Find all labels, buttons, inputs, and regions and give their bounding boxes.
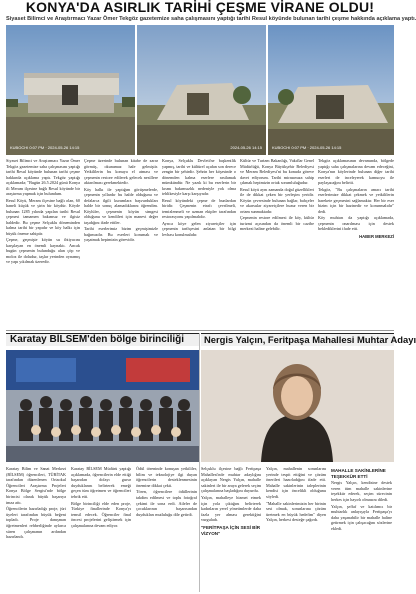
photo-stamp: KUBOCHI 0:07 PM · 2024-05-26 14:15 bbox=[272, 145, 342, 150]
fountain-photo-2 bbox=[137, 25, 266, 155]
paragraph: Bölge birinciliği elde eden proje, Türkiye finallerinde Konya'yı temsil edecek. Öğrenciler final öncesi projelerini geliştirmek için çalışmalarına devam ediyor. bbox=[71, 500, 131, 528]
photo-stamp: KUBOCHI 0:07 PM · 2024-05-26 14:15 bbox=[10, 145, 80, 150]
paragraph: Kültür ve Turizm Bakanlığı, Vakıflar Genel Müdürlüğü, Konya Büyükşehir Belediyesi ve Meram Belediyesi'ni bu konuda göreve davet ediyorum. Tarihi mirasımıza sahip çıkmak hepimizin ortak sorumluluğudur. bbox=[240, 158, 314, 185]
paragraph: Öğrencilerin hazırladığı proje, jüri üyeleri tarafından büyük beğeni topladı. Proje danışman öğretmenleri rehberliğinde aylarca süren çalışmanın ardından hazırlandı. bbox=[6, 506, 66, 540]
paragraph: Karatay BİLSEM Müdürü yaptığı açıklamada, öğrencilerin elde ettiği başarıdan dolayı gurur duyduklarını belirterek emeği geçen tüm öğretmen ve öğrencileri tebrik etti. bbox=[71, 466, 131, 499]
article-column-3 bbox=[162, 158, 236, 328]
paragraph: Köy halkı ile yaptığım görüşmelerde, çeşmenin yıllardır bu halde olduğunu ve defalarca ilgili kurumlara başvurdukları halde bir sonuç alamadıklarını öğrendim. Köylüler, çeşmenin köyün simgesi olduğunu ve kendileri için manevi değer taşıdığını ifade ettiler. bbox=[84, 186, 158, 225]
paragraph: Yalçın, mahallenin sorunlarını yerinde tespit ettiğini ve çözüm önerileri hazırladığını ifade etti. Mahalle sakinlerinin taleplerinin kendisi için öncelikli olduğunu söyledi. bbox=[266, 466, 326, 499]
paragraph: Çeşmenin restore edilmesi ile köy, kültür turizmi açısından da önemli bir cazibe merkezi haline gelebilir. bbox=[240, 215, 314, 231]
paragraph: Karatay Bilim ve Sanat Merkezi (BİLSEM) öğrencileri, TÜBİTAK tarafından düzenlenen Ortaokul Öğrencileri Araştırma Projeleri Konya Bölge Sergisi'nde bölge birincisi olarak büyük başarıya imza attı. bbox=[6, 466, 66, 505]
paragraph: Tekgöz, "Bu çalışmaların amacı tarihi eserlerimize dikkat çekmek ve yetkililerin harekete geçmesini sağlamaktır. Her bir eser bizim için bir hazinedir ve korunmalıdır" dedi. bbox=[318, 186, 394, 214]
paragraph: Yalçın, şeffaf ve katılımcı bir muhtarlık anlayışıyla Feritpaşa'yı daha yaşanabilir bir mahalle haline getirmek için çalışacağını sözlerine ekledi. bbox=[331, 503, 392, 531]
paragraph: Tören, öğrencilere ödüllerinin takdim edilmesi ve toplu fotoğraf çekimi ile sona erdi. Aileler de çocuklarının başarısından duydukları mutluluğu dile getirdi. bbox=[136, 489, 197, 517]
paragraph: Yalçın, mahalleye hizmet etmek için yola çıktığını belirterek kadınların yerel yönetimlerde daha fazla yer alması gerektiğini vurguladı. bbox=[201, 494, 261, 523]
story-column bbox=[266, 466, 326, 592]
photo-stamp: 2024-05-26 14:15 bbox=[230, 145, 262, 150]
fountain-photo-1 bbox=[6, 25, 135, 155]
headline: KONYA'DA ASIRLIK TARİHİ ÇEŞME VİRANE OLDU! bbox=[25, 0, 375, 15]
candidate-portrait bbox=[201, 350, 394, 462]
article-column-4 bbox=[240, 158, 314, 328]
story-title-bilsem: Karatay BİLSEM'den bölge birinciliği bbox=[6, 333, 199, 346]
story-column bbox=[6, 466, 66, 592]
column-divider bbox=[199, 333, 200, 592]
paragraph: "Mahalle sakinlerimizin her birinin sesi olmak, sorunlarına çözüm üretmek en büyük hedefim" diyen Yalçın, herkesi desteğe çağırdı. bbox=[266, 500, 326, 523]
paragraph: Siyaset Bilimci ve Araştırmacı Yazar Ömer Tekgöz gazetemize saha çalışmasını yaptığı tarihi Resul köyünde bulunan tarihi çeşme hakkında açıklama yaptı. Tekgöz yaptığı açıklamada; "Bugün 26.5.2024 günü Konya ili Meram ilçesine bağlı Resul köyünde bir araştırma yapmak için bulundum. bbox=[6, 158, 80, 196]
subheading: "FERİTPAŞA İÇİN SESİ BİR VİZYON" bbox=[201, 524, 261, 536]
section-divider bbox=[6, 330, 394, 331]
subheading: MAHALLE SAKİNLERİNE TEŞEKKÜR ETTİ bbox=[331, 468, 386, 479]
fountain-photo-3 bbox=[268, 25, 394, 155]
story-column bbox=[331, 466, 392, 592]
story-bilsem-body bbox=[6, 466, 199, 592]
story-title-nergis: Nergis Yalçın, Feritpaşa Mahallesi Muhtar Adayı bbox=[201, 333, 394, 346]
group-photo bbox=[6, 350, 199, 462]
paragraph: Ayrıca köye gelen ziyaretçiler için çeşmenin tarihçesini anlatan bir bilgi levhası konulmalıdır. bbox=[162, 220, 236, 237]
paragraph: Nergis Yalçın, kendisine destek veren tüm mahalle sakinlerine teşekkür ederek, seçim sürecinin herkes için hayırlı olmasını diledi. bbox=[331, 480, 392, 502]
paragraph: Resul köyü aynı zamanda doğal güzellikleri ile de dikkat çeken bir yerleşim yeridir. Köyün çevresinde bulunan bağlar, bahçeler ve akarsular ziyaretçilere huzur veren bir ortam sunmaktadır. bbox=[240, 186, 314, 214]
paragraph: Çeşme üzerinde bulunan kitabe de zarar görmüş, okunamaz hale gelmiştir. Yetkililerin bu konuya el atması ve çeşmenin restore edilerek gelecek nesillere aktarılması gerekmektedir. bbox=[84, 158, 158, 185]
paragraph: Tekgöz açıklamasının devamında, bölgede yaptığı saha çalışmalarına devam edeceğini, Konya'nın köylerinde bulunan diğer tarihi eserleri de inceleyerek kamuoyu ile paylaşacağını belirtti. bbox=[318, 158, 394, 185]
article-column-1 bbox=[6, 158, 80, 328]
paragraph: Selçuklu ilçesine bağlı Feritpaşa Mahallesi'nde muhtar adaylığını açıklayan Nergis Yalçın, mahalle sakinleri ile bir araya gelerek seçim çalışmalarına başladığını duyurdu. bbox=[201, 466, 261, 494]
paragraph: Resul köyündeki çeşme de bunlardan biridir. Çeşmenin etrafı çevrilmeli, temizlenmeli ve uzman ekipler tarafından restorasyonu yapılmalıdır. bbox=[162, 197, 236, 219]
paragraph: Köy muhtarı da yaptığı açıklamada, çeşmenin onarılması için destek beklediklerini ifade etti. bbox=[318, 215, 394, 231]
paragraph: Tarihi eserlerimiz bizim geçmişimizle bağımızdır. Bu eserleri korumak ve yaşatmak hepimizin görevidir. bbox=[84, 226, 158, 242]
author-byline: HABER MERKEZİ bbox=[359, 233, 394, 239]
paragraph: Konya, Selçuklu Devleti'ne başkentlik yapmış, tarihi ve kültürel açıdan son derece zengin bir şehirdir. Şehrin her köşesinde o dönemden kalma eserlere rastlamak mümkündür. Ne yazık ki bu eserlerin bir kısmı bakımsızlık nedeniyle yok olma tehlikesiyle karşı karşıyadır. bbox=[162, 158, 236, 196]
story-nergis-body bbox=[201, 466, 394, 592]
story-column bbox=[136, 466, 197, 592]
article-body bbox=[6, 158, 394, 328]
story-column bbox=[201, 466, 261, 592]
subhead: Siyaset Bilimci ve Araştırmacı Yazar Ömer Tekgöz gazetemize saha çalışmasını yaptığı tarihi Resul köyünde bulunan tarihi çeşme hakkında açıklama yaptı. bbox=[6, 16, 416, 22]
article-column-5 bbox=[318, 158, 394, 328]
article-column-2 bbox=[84, 158, 158, 328]
story-column bbox=[71, 466, 131, 592]
paragraph: Ödül töreninde konuşan yetkililer, bilim ve teknolojiye ilgi duyan öğrencilerin desteklenmesinin önemine dikkat çekti. bbox=[136, 466, 197, 488]
paragraph: Çeşme, geçmişte köyün su ihtiyacını karşılayan en önemli kaynaktı. Ancak bugün çeşmenin bulunduğu alan çöp ve moloz ile doludur, taşlar yerinden oynamış ve yapı yıkılmak üzeredir. bbox=[6, 237, 80, 264]
paragraph: Resul Köyü, Meram ilçesine bağlı olan, 60 haneli küçük ve şirin bir köydür. Köyde bulunan 1285 yılında yapılan tarihi Resul çeşmesi tamamen bakımsız ve ilgisiz haldedir. Bu çeşme Selçuklu döneminden kalma tarihi bir yapıdır ve köy halkı için büyük öneme sahiptir. bbox=[6, 197, 80, 236]
